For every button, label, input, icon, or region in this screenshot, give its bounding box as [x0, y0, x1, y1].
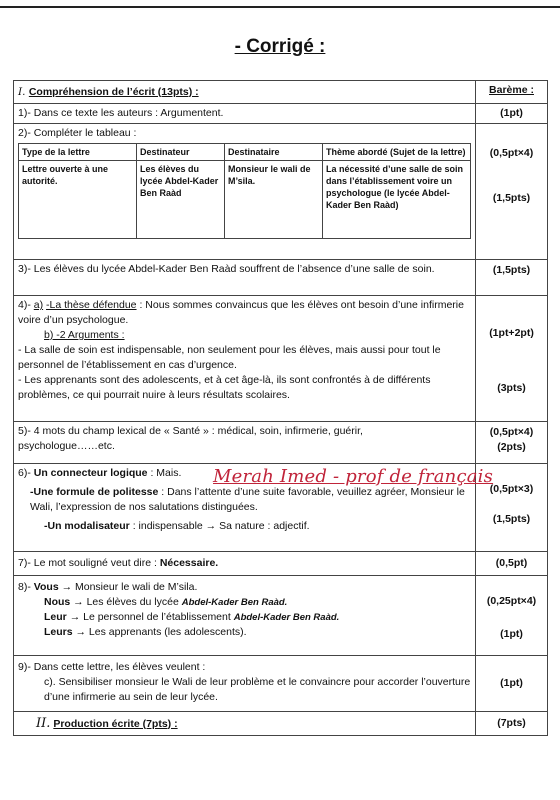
q4-points-detail: (1pt+2pt) — [489, 327, 534, 339]
production-row — [14, 712, 548, 736]
header-row — [14, 81, 548, 104]
q6-number: 6)- — [18, 467, 31, 479]
q6-modalisateur — [18, 519, 471, 534]
q9-text: 9)- Dans cette lettre, les élèves veulent : — [18, 661, 206, 673]
letter-table-row — [19, 161, 471, 239]
teacher-signature: Merah Imed - prof de français — [213, 466, 494, 487]
q9-cell — [14, 656, 476, 712]
q8-leur-label: Leur — [44, 611, 67, 623]
cell-type: Lettre ouverte à une autorité. — [19, 161, 137, 239]
q6-modal-text: : indispensable → Sa nature : adjectif. — [132, 520, 310, 532]
q6-connecteur-text: : Mais. — [150, 467, 182, 479]
q2-points-detail: (0,5pt×4) — [489, 147, 534, 159]
q9-answer: c). Sensibiliser monsieur le Wali de leur problème et le convaincre pour accorder l’ouverture d’une infirmerie au sein de leur lycée. — [44, 676, 471, 703]
question-2 — [14, 124, 548, 260]
q8-leurs-label: Leurs — [44, 626, 73, 638]
q2-points-total: (1,5pts) — [492, 192, 531, 204]
q8-leur-text: → Le personnel de l’établissement — [69, 611, 231, 623]
q7-points: (0,5pt) — [476, 552, 548, 576]
q8-points-detail: (0,25pt×4) — [486, 595, 537, 607]
q6-politesse — [18, 485, 471, 515]
q4-cell — [14, 296, 476, 422]
q8-number: 8)- — [18, 581, 31, 593]
q6-points-total: (1,5pts) — [492, 513, 531, 525]
q9-points: (1pt) — [476, 656, 548, 712]
section-heading — [14, 81, 476, 104]
production-number: II. — [36, 715, 51, 731]
production-title: Production écrite (7pts) : — [53, 717, 178, 730]
question-8 — [14, 576, 548, 656]
q4-these-label: -La thèse défendue — [46, 299, 137, 311]
question-5 — [14, 422, 548, 464]
q4-number: 4)- — [18, 299, 31, 311]
question-7 — [14, 552, 548, 576]
q7-answer: Nécessaire. — [159, 557, 219, 569]
q4-argument-1: - La salle de soin est indispensable, non seulement pour les élèves, mais aussi pour tout le personnel de l’établissement en cas d’urgence. — [18, 344, 441, 371]
letter-table-header — [19, 144, 471, 161]
question-3 — [14, 260, 548, 296]
bareme-heading: Barème : — [476, 81, 548, 104]
section-title: Compréhension de l’écrit (13pts) : — [28, 85, 199, 98]
q4-argument-2: - Les apprenants sont des adolescents, et à cet âge-là, ils sont confrontés à de différents problèmes, ce qui pourrait nuire à leurs résultats scolaires. — [18, 374, 431, 401]
col-destinateur: Destinateur — [137, 144, 225, 161]
q6-politesse-label: -Une formule de politesse — [30, 486, 159, 498]
q5-points — [476, 422, 548, 464]
col-destinataire: Destinataire — [225, 144, 323, 161]
q7-cell — [14, 552, 476, 576]
col-type: Type de la lettre — [19, 144, 137, 161]
q4-points-total: (3pts) — [497, 382, 526, 394]
q2-cell — [14, 124, 476, 260]
q6-points-detail: (0,5pt×3) — [489, 483, 534, 495]
q4-these — [18, 298, 471, 328]
q5-text: 5)- 4 mots du champ lexical de « Santé » : médical, soin, infirmerie, guérir, psychologue……etc. — [14, 422, 476, 464]
cell-destinataire: Monsieur le wali de M’sila. — [225, 161, 323, 239]
q3-points: (1,5pts) — [476, 260, 548, 296]
q6-politesse-text: : Dans l’attente d’une suite favorable, veuillez agréer, Monsieur le Wali, l’expression de nos salutations distinguées. — [30, 486, 465, 513]
q8-nous-label: Nous — [44, 596, 71, 608]
q2-text: 2)- Compléter le tableau : — [18, 127, 137, 139]
q2-points — [476, 124, 548, 260]
letter-table — [18, 143, 471, 239]
q5-points-total: (2pts) — [497, 441, 526, 453]
q8-leur — [18, 610, 471, 625]
page-title: - Corrigé : — [234, 36, 326, 57]
q4-a-label: a) — [33, 299, 44, 311]
q1-text: 1)- Dans ce texte les auteurs : Argumentent. — [14, 104, 476, 124]
q4-b-label: b) -2 Arguments : — [44, 329, 125, 341]
question-4 — [14, 296, 548, 422]
q8-points-total: (1pt) — [500, 628, 523, 640]
q7-text: 7)- Le mot souligné veut dire : — [18, 557, 157, 569]
section-number: I. — [18, 85, 26, 98]
production-points: (7pts) — [476, 712, 548, 736]
q4-points — [476, 296, 548, 422]
cell-destinateur: Les élèves du lycée Abdel-Kader Ben Raàd — [137, 161, 225, 239]
q8-points — [476, 576, 548, 656]
q8-vous — [18, 580, 471, 595]
cell-theme: La nécessité d’une salle de soin dans l’établissement voire un psychologue (le lycée Abdel-Kader Ben Raàd) — [323, 161, 471, 239]
q4-these-text: : Nous sommes convaincus que les élèves ont besoin d’une infirmerie voire d’un psychologue. — [18, 299, 464, 326]
q8-nous — [18, 595, 471, 610]
q5-points-detail: (0,5pt×4) — [489, 426, 534, 438]
q3-text: 3)- Les élèves du lycée Abdel-Kader Ben Raàd souffrent de l’absence d’une salle de soin. — [14, 260, 476, 296]
top-rule — [0, 6, 560, 8]
q8-vous-text: → Monsieur le wali de M’sila. — [61, 581, 198, 593]
q8-nous-name: Abdel-Kader Ben Raàd. — [181, 597, 288, 608]
q8-cell — [14, 576, 476, 656]
col-theme: Thème abordé (Sujet de la lettre) — [323, 144, 471, 161]
q8-vous-label: Vous — [33, 581, 59, 593]
q6-modal-label: -Un modalisateur — [44, 520, 130, 532]
q6-connecteur-label: Un connecteur logique — [33, 467, 148, 479]
q8-leur-name: Abdel-Kader Ben Raàd. — [233, 612, 340, 623]
correction-table — [13, 80, 548, 736]
q8-nous-text: → Les élèves du lycée — [73, 596, 179, 608]
question-9 — [14, 656, 548, 712]
question-1 — [14, 104, 548, 124]
production-heading — [14, 712, 476, 736]
q8-leurs-text: → Les apprenants (les adolescents). — [75, 626, 247, 638]
q1-points: (1pt) — [476, 104, 548, 124]
q8-leurs — [18, 625, 471, 640]
